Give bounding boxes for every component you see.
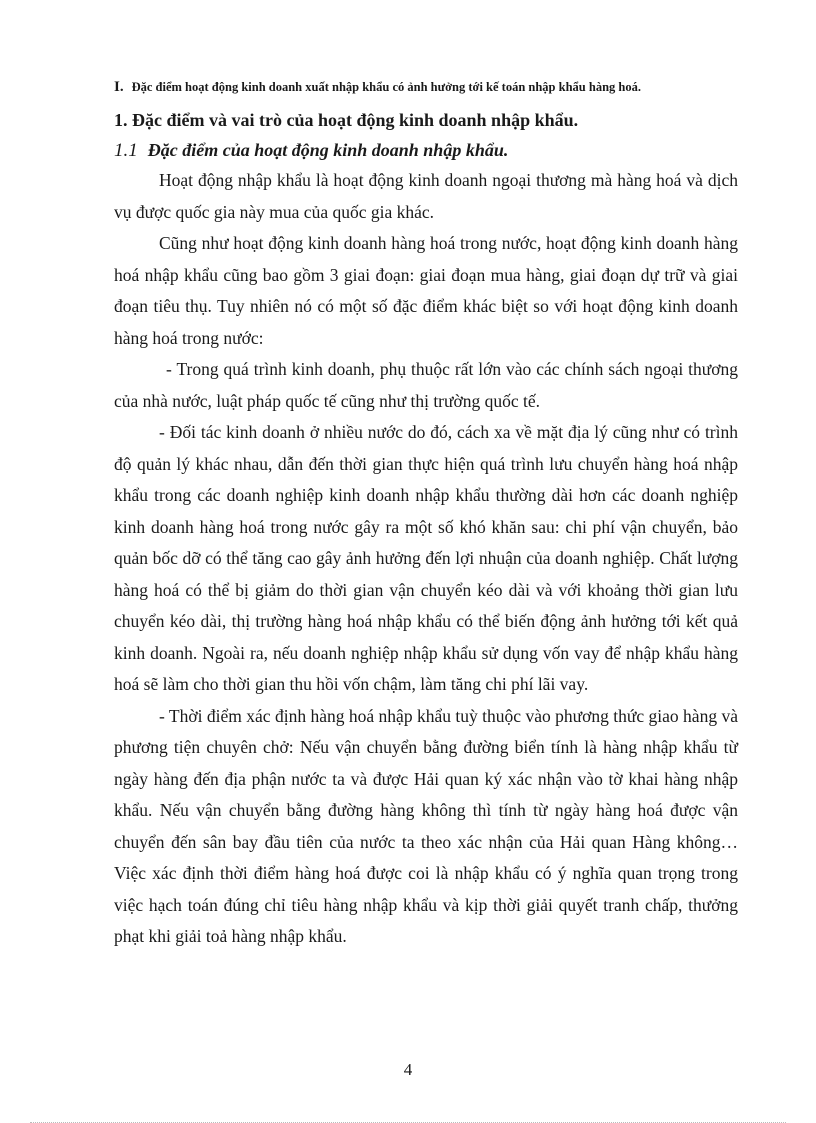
page-number: 4 — [403, 1060, 413, 1079]
bullet-paragraph: - Trong quá trình kinh doanh, phụ thuộc rất lớn vào các chính sách ngoại thương của nhà nước, luật pháp quốc tế cũng như thị trường quốc tế. — [114, 359, 738, 411]
heading-2-title: Đặc điểm của hoạt động kinh doanh nhập khẩu. — [147, 140, 509, 160]
paragraph: Hoạt động nhập khẩu là hoạt động kinh doanh ngoại thương mà hàng hoá và dịch vụ được quốc gia này mua của quốc gia khác. — [114, 170, 738, 222]
heading-level-2 — [114, 138, 738, 163]
heading-2-number: 1.1 — [114, 140, 138, 161]
bullet-paragraph: - Thời điểm xác định hàng hoá nhập khẩu tuỳ thuộc vào phương thức giao hàng và phương tiện chuyên chở: Nếu vận chuyển bằng đường biển tính là hàng nhập khẩu từ ngày hàng đến địa phận nước ta và được Hải quan ký xác nhận vào tờ khai hàng nhập khẩu. Nếu vận chuyển bằng đường hàng không thì tính từ ngày hàng hoá được vận chuyển đến sân bay đầu tiên của nước ta theo xác nhận của Hải quan Hàng không… Việc xác định thời điểm hàng hoá được coi là nhập khẩu có ý nghĩa quan trọng trong việc hạch toán đúng chỉ tiêu hàng nhập khẩu và kịp thời giải quyết tranh chấp, thưởng phạt khi giải toả hàng nhập khẩu. — [114, 705, 738, 946]
section-number: I. — [114, 79, 124, 95]
bullet-paragraph: - Đối tác kinh doanh ở nhiều nước do đó, cách xa về mặt địa lý cũng như có trình độ quản lý khác nhau, dẫn đến thời gian thực hiện quá trình lưu chuyển hàng hoá nhập khẩu trong các doanh nghiệp kinh doanh nhập khẩu thường dài hơn các doanh nghiệp kinh doanh hàng hoá trong nước gây ra một số khó khăn sau: chi phí vận chuyển, bảo quản bốc dỡ có thể tăng cao gây ảnh hưởng đến lợi nhuận của doanh nghiệp. Chất lượng hàng hoá có thể bị giảm do thời gian vận chuyển kéo dài và với khoảng thời gian lưu chuyển kéo dài, thị trường hàng hoá nhập khẩu có thể biến động ảnh hưởng tới kết quả kinh doanh. Ngoài ra, nếu doanh nghiệp nhập khẩu sử dụng vốn vay để nhập khẩu hàng hoá sẽ làm cho thời gian thu hồi vốn chậm, làm tăng chi phí lãi vay. — [114, 422, 738, 694]
paragraph: Cũng như hoạt động kinh doanh hàng hoá trong nước, hoạt động kinh doanh hàng hoá nhập khẩu cũng bao gồm 3 giai đoạn: giai đoạn mua hàng, giai đoạn dự trữ và giai đoạn tiêu thụ. Tuy nhiên nó có một số đặc điểm khác biệt so với hoạt động kinh doanh hàng hoá trong nước: — [114, 233, 738, 348]
section-title: Đặc điểm hoạt động kinh doanh xuất nhập khẩu có ảnh hưởng tới kế toán nhập khẩu hàng hoá. — [131, 80, 641, 94]
section-heading — [114, 76, 738, 98]
document-body — [114, 70, 738, 953]
heading-level-1: 1. Đặc điểm và vai trò của hoạt động kinh doanh nhập khẩu. — [114, 110, 579, 130]
